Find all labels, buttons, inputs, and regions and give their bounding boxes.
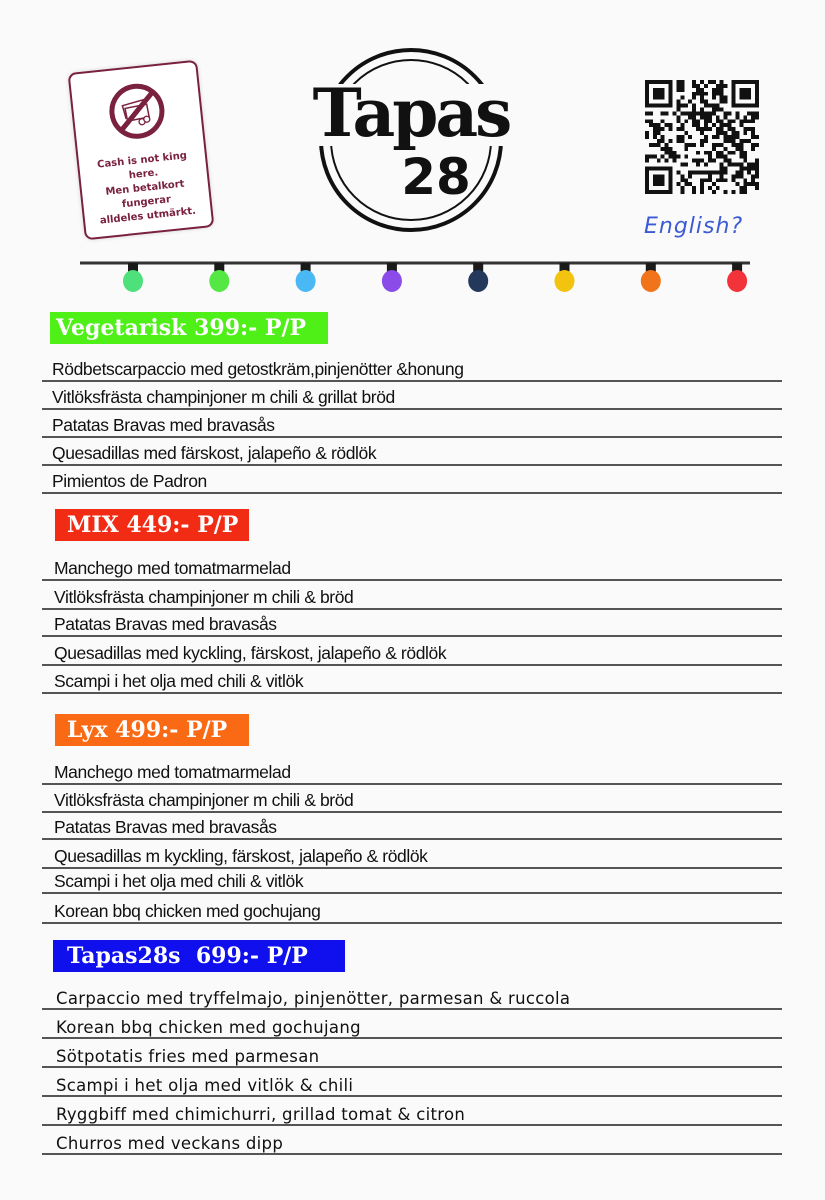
menu-item-text: Rödbetscarpaccio med getostkräm,pinjenötter &honung xyxy=(52,359,464,379)
cash-sign-line: alldeles utmärkt. xyxy=(99,205,197,227)
cash-not-king-sign xyxy=(68,60,215,241)
menu-item-text: Sötpotatis fries med parmesan xyxy=(56,1047,320,1066)
light-bulb xyxy=(209,263,229,292)
section-badge-mix xyxy=(55,509,249,541)
light-bulb xyxy=(468,263,488,292)
menu-item-text: Manchego med tomatmarmelad xyxy=(54,558,291,578)
menu-item-text: Scampi i het olja med vitlök & chili xyxy=(56,1076,354,1095)
section-title: Lyx 499:- P/P xyxy=(67,717,228,743)
menu-item xyxy=(42,756,782,785)
tapas28-logo xyxy=(296,44,526,234)
menu-item xyxy=(42,438,782,466)
menu-item xyxy=(42,466,782,494)
menu-list-mix xyxy=(42,552,782,694)
menu-item xyxy=(42,382,782,410)
menu-item-text: Vitlöksfrästa champinjoner m chili & grillat bröd xyxy=(52,387,395,407)
menu-item xyxy=(42,637,782,666)
menu-item xyxy=(42,1126,782,1155)
section-badge-lyx xyxy=(55,714,249,746)
logo-number: 28 xyxy=(401,148,471,206)
menu-item-text: Churros med veckans dipp xyxy=(56,1134,284,1153)
light-bulb xyxy=(382,263,402,292)
menu-item xyxy=(42,869,782,894)
light-bulb xyxy=(555,263,575,292)
cash-sign-line: Cash is not king here. xyxy=(96,150,188,182)
cash-sign-line: Men betalkort fungerar xyxy=(105,178,185,211)
section-title: MIX 449:- P/P xyxy=(67,512,239,538)
menu-item xyxy=(42,581,782,610)
menu-item xyxy=(42,666,782,694)
menu-item xyxy=(42,840,782,869)
menu-item-text: Carpaccio med tryffelmajo, pinjenötter, parmesan & ruccola xyxy=(56,989,571,1008)
light-bulb xyxy=(641,263,661,292)
menu-item-text: Quesadillas med kyckling, färskost, jalapeño & rödlök xyxy=(54,643,447,663)
menu-item-text: Korean bbq chicken med gochujang xyxy=(56,1018,361,1037)
string-lights-icon xyxy=(80,255,750,295)
menu-item-text: Patatas Bravas med bravasås xyxy=(54,614,277,634)
menu-item xyxy=(42,785,782,813)
menu-item-text: Scampi i het olja med chili & vitlök xyxy=(54,671,304,691)
menu-item-text: Vitlöksfrästa champinjoner m chili & bröd xyxy=(54,587,354,607)
menu-item-text: Quesadillas m kyckling, färskost, jalapeño & rödlök xyxy=(54,846,428,866)
menu-item xyxy=(42,1097,782,1126)
menu-item xyxy=(42,354,782,382)
menu-item xyxy=(42,981,782,1010)
menu-item-text: Quesadillas med färskost, jalapeño & rödlök xyxy=(52,443,377,463)
menu-item xyxy=(42,610,782,637)
light-bulb xyxy=(727,263,747,292)
menu-item-text: Pimientos de Padron xyxy=(52,471,207,491)
menu-item-text: Manchego med tomatmarmelad xyxy=(54,762,291,782)
menu-item-text: Patatas Bravas med bravasås xyxy=(52,415,275,435)
menu-list-tapas28s xyxy=(42,981,782,1155)
no-cash-icon xyxy=(105,79,169,143)
menu-item-text: Vitlöksfrästa champinjoner m chili & bröd xyxy=(54,790,354,810)
menu-item-text: Patatas Bravas med bravasås xyxy=(54,817,277,837)
section-badge-tapas28s xyxy=(53,940,345,972)
menu-list-lyx xyxy=(42,756,782,924)
light-bulb xyxy=(296,263,316,292)
menu-item-text: Korean bbq chicken med gochujang xyxy=(54,901,321,921)
menu-item xyxy=(42,813,782,840)
menu-item xyxy=(42,1068,782,1097)
menu-item xyxy=(42,894,782,924)
menu-item-text: Scampi i het olja med chili & vitlök xyxy=(54,871,304,891)
menu-item xyxy=(42,1010,782,1039)
logo-word: Tapas xyxy=(312,74,510,152)
menu-item xyxy=(42,1039,782,1068)
english-link[interactable]: English? xyxy=(644,214,744,239)
qr-code-icon[interactable] xyxy=(644,80,760,194)
light-bulb xyxy=(123,263,143,292)
section-title: Tapas28s 699:- P/P xyxy=(67,943,308,969)
menu-item xyxy=(42,552,782,581)
section-badge-vegetarisk xyxy=(50,312,328,344)
menu-item xyxy=(42,410,782,438)
section-title: Vegetarisk 399:- P/P xyxy=(56,315,307,341)
menu-list-vegetarisk xyxy=(42,354,782,494)
menu-item-text: Ryggbiff med chimichurri, grillad tomat & citron xyxy=(56,1105,466,1124)
